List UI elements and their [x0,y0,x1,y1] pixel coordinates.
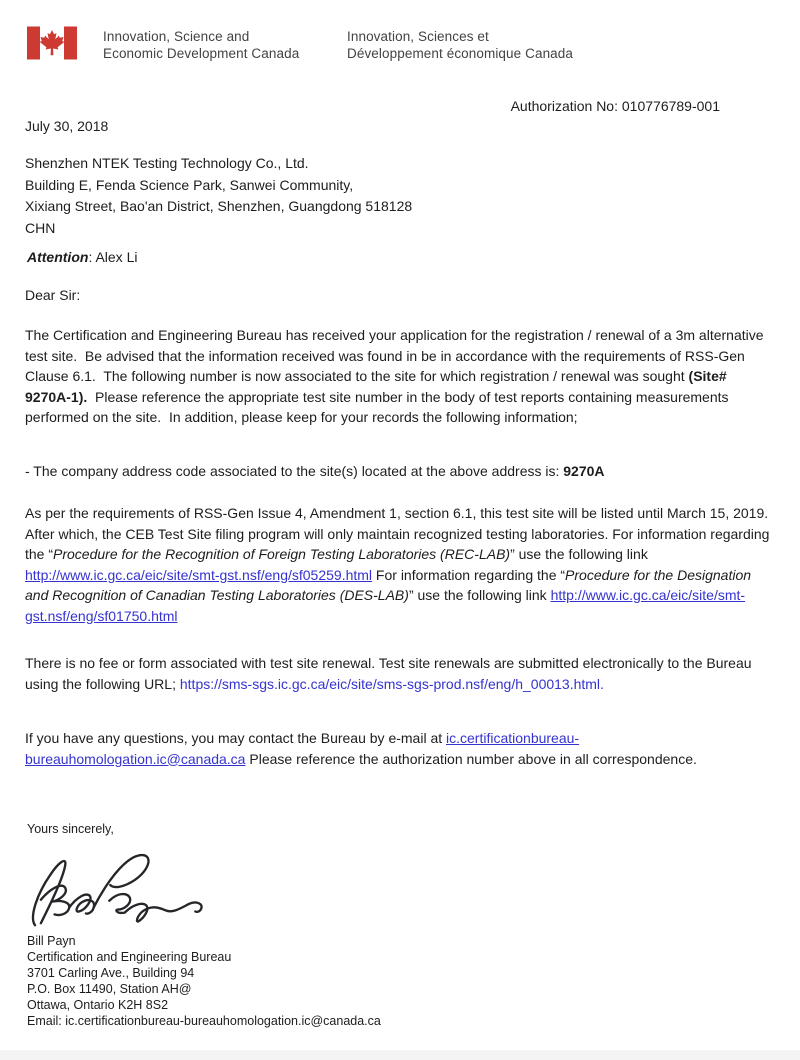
text-segment: (Site# 9270A-1). [25,368,731,405]
authorization-value: 010776789-001 [621,98,720,114]
salutation: Dear Sir: [25,287,81,303]
hyperlink[interactable]: http://www.ic.gc.ca/eic/site/smt-gst.nsf/eng/sf05259.html [25,566,373,583]
wordmark-line: Innovation, Sciences et [347,29,489,44]
signer-line: 3701 Carling Ave., Building 94 [27,966,195,980]
text-segment: Procedure for the Recognition of Foreign Testing Laboratories (REC-LAB) [53,546,511,562]
wordmark-line: Innovation, Science and [103,29,250,44]
dept-name-french [347,29,573,62]
hyperlink[interactable]: ic.certificationbureau-bureauhomologation.ic@canada.ca [25,730,580,767]
address-line: Shenzhen NTEK Testing Technology Co., Ltd. [25,155,309,171]
page-edge [0,1050,800,1060]
address-line: Building E, Fenda Science Park, Sanwei Community, [25,176,354,193]
address-line: CHN [25,219,56,236]
authorization-number [360,98,720,114]
text-segment: ” use the following link [408,587,551,603]
paragraph-application [25,325,770,428]
signer-line: Email: ic.certificationbureau-bureauhomologation.ic@canada.ca [27,1014,381,1028]
text-segment: Procedure for the Designation and Recognition of Canadian Testing Laboratories (DES-LAB) [25,566,755,603]
hyperlink[interactable]: http://www.ic.gc.ca/eic/site/smt-gst.nsf/eng/sf01750.html [25,587,746,624]
text-segment: As per the requirements of RSS-Gen Issue 4, Amendment 1, section 6.1, this test site will be listed until March 15, 2019. After which, the CEB Test Site filing program will only maintain recognized testing laboratories. For information regarding the “ [25,505,774,562]
wordmark-line: Economic Development Canada [103,45,300,61]
authorization-label: Authorization No: [510,98,622,114]
recipient-address [25,153,412,239]
signer-line: Ottawa, Ontario K2H 8S2 [27,998,169,1012]
signer-block [27,933,381,1029]
paragraph-renewal [25,653,770,694]
canada-flag-icon [27,26,77,60]
wordmark-line: Développement économique Canada [347,45,574,61]
text-segment: If you have any questions, you may contact the Bureau by e-mail at [25,730,447,746]
line-company-code [25,461,770,482]
letter-date: July 30, 2018 [25,118,109,134]
text-segment: 9270A [563,463,605,479]
attention-line [27,249,137,265]
signer-line: Bill Payn [27,934,76,948]
text-segment: Please reference the appropriate test site number in the body of test reports containing measurements performed on the site. In addition, please keep for your records the following information; [25,388,733,425]
text-segment: - The company address code associated to the site(s) located at the above address is: [25,463,564,479]
text-segment: Please reference the authorization number above in all correspondence. [245,750,697,767]
maple-leaf-icon [40,30,65,55]
hyperlink[interactable]: https://sms-sgs.ic.gc.ca/eic/site/sms-sgs-prod.nsf/eng/h_00013.html. [179,675,604,692]
signer-line: Certification and Engineering Bureau [27,950,232,964]
text-segment: The Certification and Engineering Bureau has received your application for the registration / renewal of a 3m alternative test site. Be advised that the information received was found in be in accordance with the requirements of RSS-Gen Clause 6.1. The following number is now associated to the site for which registration / renewal was sought [25,327,768,384]
paragraph-contact [25,728,770,769]
signature-image [24,845,222,933]
dept-name-english [103,29,299,62]
signer-line: P.O. Box 11490, Station AH@ [27,982,192,996]
paragraph-listing [25,503,774,626]
text-segment: For information regarding the “ [372,566,566,583]
closing: Yours sincerely, [27,822,114,836]
attention-value: : Alex Li [88,249,138,265]
text-segment: There is no fee or form associated with test site renewal. Test site renewals are submitted electronically to the Bureau using the following URL; [25,655,756,692]
attention-label: Attention [27,249,89,265]
address-line: Xixiang Street, Bao'an District, Shenzhen, Guangdong 518128 [25,198,413,214]
text-segment: ” use the following link [510,546,652,562]
